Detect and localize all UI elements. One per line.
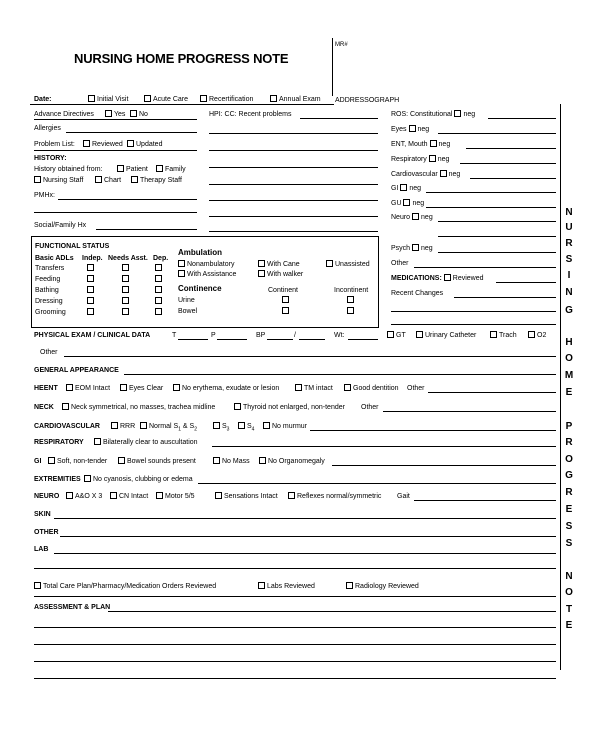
checkbox[interactable] (95, 176, 102, 183)
checkbox[interactable] (213, 457, 220, 464)
exam-other-label: Other (40, 349, 58, 356)
gi-field[interactable] (332, 465, 556, 466)
side-letter: R (565, 238, 573, 249)
checkbox[interactable] (122, 264, 129, 271)
pulse-field[interactable] (217, 339, 247, 340)
normal-s1-s2-option[interactable]: Normal $S_1$ & $S_2$ (140, 422, 197, 434)
basic-adls-label: Basic ADLs (35, 255, 74, 262)
neck-symmetrical-option[interactable]: Neck symmetrical, no masses, trachea midline (62, 403, 215, 412)
s4-option[interactable]: $S_4$ (238, 422, 254, 434)
bp-field[interactable] (267, 339, 293, 340)
gt-option[interactable]: GT (387, 331, 406, 340)
advance-yes-option[interactable]: Yes (105, 110, 125, 119)
gait-label: Gait (397, 493, 410, 500)
neck-other-field[interactable] (383, 411, 556, 412)
side-letter: G (565, 305, 573, 316)
history-heading: HISTORY: (34, 155, 67, 162)
checkbox[interactable] (122, 308, 129, 315)
weight-label: Wt: (334, 332, 345, 339)
checkbox[interactable] (140, 422, 147, 429)
other-field[interactable] (60, 536, 556, 537)
cn-intact-option[interactable]: CN Intact (110, 492, 148, 501)
temp-label: T (172, 332, 177, 339)
thyroid-option[interactable]: Thyroid not enlarged, non-tender (234, 403, 345, 412)
history-obtained-label: History obtained from: (34, 166, 103, 173)
checkbox[interactable] (347, 307, 354, 314)
social-family-label: Social/Family Hx (34, 222, 87, 229)
neck-heading: NECK (34, 404, 54, 411)
no-mass-option[interactable]: No Mass (213, 457, 250, 466)
checkbox[interactable] (270, 95, 277, 102)
tm-intact-option[interactable]: TM intact (295, 384, 333, 393)
bp-label: BP (256, 332, 266, 339)
social-family-field[interactable] (96, 229, 197, 230)
checkbox[interactable] (403, 199, 410, 206)
checkbox[interactable] (34, 582, 41, 589)
physical-exam-heading: PHYSICAL EXAM / CLINICAL DATA (34, 332, 151, 339)
checkbox[interactable] (295, 384, 302, 391)
eyes-clear-option[interactable]: Eyes Clear (120, 384, 163, 393)
assessment-line[interactable] (34, 661, 556, 662)
adl-row: Bathing (35, 287, 59, 294)
checkbox[interactable] (130, 110, 137, 117)
bp-slash: / (294, 332, 296, 339)
ros-neuro: Neuro neg (391, 214, 433, 221)
medications-label: MEDICATIONS: Reviewed (391, 275, 484, 282)
side-letter: N (565, 571, 573, 582)
page-title: NURSING HOME PROGRESS NOTE (74, 51, 289, 66)
checkbox[interactable] (105, 110, 112, 117)
checkbox[interactable] (259, 457, 266, 464)
form-right-border (560, 104, 561, 670)
recent-changes-label: Recent Changes (391, 290, 444, 297)
heent-other-field[interactable] (428, 392, 556, 393)
heent-heading: HEENT (34, 385, 58, 392)
no-organomegaly-option[interactable]: No Organomegaly (259, 457, 325, 466)
gi-heading: GI (34, 458, 42, 465)
addressograph-label: ADDRESSOGRAPH (335, 97, 400, 104)
checkbox[interactable] (155, 275, 162, 282)
indep-label: Indep. (82, 255, 103, 262)
assessment-line[interactable] (34, 644, 556, 645)
checkbox[interactable] (347, 296, 354, 303)
checkbox[interactable] (156, 492, 163, 499)
side-letter: E (565, 504, 573, 515)
ros-eyes: Eyes neg (391, 126, 430, 133)
cardiovascular-heading: CARDIOVASCULAR (34, 423, 100, 430)
allergies-field[interactable] (66, 132, 197, 133)
checkbox[interactable] (122, 286, 129, 293)
heent-other-label: Other (407, 385, 425, 392)
history-chart-option[interactable]: Chart (95, 176, 121, 185)
checkbox[interactable] (122, 275, 129, 282)
checkbox[interactable] (155, 286, 162, 293)
rrr-option[interactable]: RRR (111, 422, 135, 431)
unassisted-option[interactable]: Unassisted (326, 260, 370, 269)
side-letter: S (565, 538, 573, 549)
checkbox[interactable] (122, 297, 129, 304)
side-letter: S (565, 254, 573, 265)
ros-cardiovascular: Cardiovascular neg (391, 171, 461, 178)
checkbox[interactable] (34, 176, 41, 183)
checkbox[interactable] (155, 297, 162, 304)
skin-field[interactable] (54, 518, 556, 519)
general-appearance-field[interactable] (124, 374, 556, 375)
ros-gu: GU neg (391, 200, 425, 207)
checkbox[interactable] (416, 331, 423, 338)
side-letter: P (565, 421, 573, 432)
ambulation-heading: Ambulation (178, 248, 222, 257)
checkbox[interactable] (62, 403, 69, 410)
pmhx-field[interactable] (58, 199, 197, 200)
checkbox[interactable] (282, 307, 289, 314)
with-cane-option[interactable]: With Cane (258, 260, 300, 269)
checkbox[interactable] (87, 264, 94, 271)
hpi-label: HPI: CC: Recent problems (209, 111, 292, 118)
radiology-reviewed-option[interactable]: Radiology Reviewed (346, 582, 419, 591)
checkbox[interactable] (387, 331, 394, 338)
history-therapy-option[interactable]: Therapy Staff (131, 176, 182, 185)
side-letter: M (564, 370, 574, 381)
checkbox[interactable] (87, 308, 94, 315)
side-letter: E (565, 387, 573, 398)
checkbox[interactable] (490, 331, 497, 338)
trach-option[interactable]: Trach (490, 331, 517, 340)
extremities-heading: EXTREMITIES (34, 476, 81, 483)
checkbox[interactable] (282, 296, 289, 303)
continence-heading: Continence (178, 284, 222, 293)
checkbox[interactable] (117, 165, 124, 172)
checkbox[interactable] (155, 308, 162, 315)
checkbox[interactable] (412, 213, 419, 220)
header-divider (332, 38, 333, 96)
checkbox[interactable] (238, 422, 245, 429)
with-assistance-option[interactable]: With Assistance (178, 270, 236, 279)
initial-visit-option[interactable]: Initial Visit (88, 95, 128, 104)
adl-row: Grooming (35, 309, 66, 316)
adl-row: Transfers (35, 265, 65, 272)
checkbox[interactable] (87, 275, 94, 282)
checkbox[interactable] (83, 140, 90, 147)
side-letter: E (565, 620, 573, 631)
bilaterally-clear-option[interactable]: Bilaterally clear to auscultation (94, 438, 198, 447)
side-letter: O (565, 353, 573, 364)
history-nursing-option[interactable]: Nursing Staff (34, 176, 83, 185)
checkbox[interactable] (263, 422, 270, 429)
ros-constitutional: ROS: Constitutional neg (391, 111, 476, 118)
o2-option[interactable]: O2 (528, 331, 546, 340)
checkbox[interactable] (155, 264, 162, 271)
pmhx-label: PMHx: (34, 192, 55, 199)
side-letter: S (565, 521, 573, 532)
advance-directives-label: Advance Directives (34, 111, 94, 118)
acute-care-option[interactable]: Acute Care (144, 95, 188, 104)
other-heading: OTHER (34, 529, 59, 536)
checkbox[interactable] (131, 176, 138, 183)
side-letter: N (565, 207, 573, 218)
assessment-field[interactable] (108, 611, 556, 612)
checkbox[interactable] (173, 384, 180, 391)
mr-label: MR# (335, 42, 348, 48)
with-walker-option[interactable]: With walker (258, 270, 303, 279)
checkbox[interactable] (66, 492, 73, 499)
ros-ent: ENT, Mouth neg (391, 141, 451, 148)
gait-field[interactable] (414, 500, 556, 501)
annual-exam-option[interactable]: Annual Exam (270, 95, 321, 104)
side-letter: I (567, 270, 571, 281)
motor-option[interactable]: Motor 5/5 (156, 492, 195, 501)
checkbox[interactable] (111, 422, 118, 429)
checkbox[interactable] (88, 95, 95, 102)
problem-updated-option[interactable]: Updated (127, 140, 162, 149)
checkbox[interactable] (66, 384, 73, 391)
checkbox[interactable] (288, 492, 295, 499)
recertification-option[interactable]: Recertification (200, 95, 253, 104)
urinary-catheter-option[interactable]: Urinary Catheter (416, 331, 476, 340)
dep-label: Dep. (153, 255, 169, 262)
bp-field-2[interactable] (299, 339, 325, 340)
checkbox[interactable] (430, 140, 437, 147)
history-patient-option[interactable]: Patient (117, 165, 148, 174)
pulse-label: P (211, 332, 216, 339)
checkbox[interactable] (200, 95, 207, 102)
side-letter: O (565, 454, 573, 465)
general-appearance-heading: GENERAL APPEARANCE (34, 367, 119, 374)
side-letter: R (565, 487, 573, 498)
side-letter: T (565, 604, 573, 615)
side-letter: O (565, 587, 573, 598)
checkbox[interactable] (178, 270, 185, 277)
assessment-line[interactable] (34, 627, 556, 628)
checkbox[interactable] (344, 384, 351, 391)
respiratory-field[interactable] (212, 446, 556, 447)
checkbox[interactable] (409, 125, 416, 132)
reflexes-option[interactable]: Reflexes normal/symmetric (288, 492, 381, 501)
temp-field[interactable] (178, 339, 208, 340)
soft-non-tender-option[interactable]: Soft, non-tender (48, 457, 107, 466)
nonambulatory-option[interactable]: Nonambulatory (178, 260, 234, 269)
checkbox[interactable] (454, 110, 461, 117)
checkbox[interactable] (412, 244, 419, 251)
neck-other-label: Other (361, 404, 379, 411)
hpi-field[interactable] (300, 118, 378, 119)
side-letter: G (565, 470, 573, 481)
checkbox[interactable] (87, 286, 94, 293)
ros-other: Other (391, 260, 409, 267)
checkbox[interactable] (429, 155, 436, 162)
labs-reviewed-option[interactable]: Labs Reviewed (258, 582, 315, 591)
checkbox[interactable] (258, 582, 265, 589)
allergies-label: Allergies (34, 125, 61, 132)
exam-other-field[interactable] (64, 356, 556, 357)
checkbox[interactable] (94, 438, 101, 445)
bowel-sounds-option[interactable]: Bowel sounds present (118, 457, 196, 466)
checkbox[interactable] (213, 422, 220, 429)
checkbox[interactable] (234, 403, 241, 410)
adl-row: Feeding (35, 276, 61, 283)
checkbox[interactable] (156, 165, 163, 172)
bowel-label: Bowel (178, 308, 198, 315)
checkbox[interactable] (326, 260, 333, 267)
checkbox[interactable] (444, 274, 451, 281)
cardio-field[interactable] (310, 430, 556, 431)
checkbox[interactable] (178, 260, 185, 267)
checkbox[interactable] (400, 184, 407, 191)
adl-row: Dressing (35, 298, 63, 305)
side-letter: H (565, 337, 573, 348)
problem-list-label: Problem List: (34, 141, 75, 148)
checkbox[interactable] (440, 170, 447, 177)
functional-status-heading: FUNCTIONAL STATUS (35, 243, 110, 250)
weight-field[interactable] (348, 339, 378, 340)
date-label: Date: (34, 96, 52, 103)
lab-field[interactable] (54, 553, 556, 554)
neuro-heading: NEURO (34, 493, 60, 500)
urine-label: Urine (178, 297, 195, 304)
checkbox[interactable] (87, 297, 94, 304)
skin-heading: SKIN (34, 511, 51, 518)
checkbox[interactable] (118, 457, 125, 464)
checkbox[interactable] (48, 457, 55, 464)
side-letter: R (565, 437, 573, 448)
history-family-option[interactable]: Family (156, 165, 186, 174)
side-letter: U (565, 222, 573, 233)
checkbox[interactable] (144, 95, 151, 102)
side-letter: N (565, 287, 573, 298)
needs-asst-label: Needs Asst. (108, 255, 148, 262)
checkbox[interactable] (258, 270, 265, 277)
no-erythema-option[interactable]: No erythema, exudate or lesion (173, 384, 279, 393)
assessment-plan-heading: ASSESSMENT & PLAN (34, 604, 111, 611)
extremities-field[interactable] (198, 483, 556, 484)
ao-x3-option[interactable]: A&O X 3 (66, 492, 102, 501)
continent-label: Continent (268, 287, 298, 294)
no-murmur-option[interactable]: No murmur (263, 422, 307, 431)
checkbox[interactable] (258, 260, 265, 267)
checkbox[interactable] (346, 582, 353, 589)
lab-heading: LAB (34, 546, 49, 553)
total-care-plan-option[interactable]: Total Care Plan/Pharmacy/Medication Orders Reviewed (34, 582, 216, 591)
ros-psych: Psych neg (391, 245, 433, 252)
incontinent-label: Incontinent (334, 287, 369, 294)
checkbox[interactable] (120, 384, 127, 391)
s3-option[interactable]: $S_3$ (213, 422, 229, 434)
checkbox[interactable] (127, 140, 134, 147)
checkbox[interactable] (84, 475, 91, 482)
respiratory-heading: RESPIRATORY (34, 439, 84, 446)
checkbox[interactable] (528, 331, 535, 338)
sensations-option[interactable]: Sensations Intact (215, 492, 278, 501)
good-dentition-option[interactable]: Good dentition (344, 384, 399, 393)
checkbox[interactable] (215, 492, 222, 499)
eom-intact-option[interactable]: EOM Intact (66, 384, 110, 393)
assessment-line[interactable] (34, 678, 556, 679)
checkbox[interactable] (110, 492, 117, 499)
ros-gi: GI neg (391, 185, 422, 192)
ros-respiratory: Respiratory neg (391, 156, 450, 163)
problem-reviewed-option[interactable]: Reviewed (83, 140, 123, 149)
advance-no-option[interactable]: No (130, 110, 148, 119)
no-cyanosis-option[interactable]: No cyanosis, clubbing or edema (84, 475, 193, 484)
